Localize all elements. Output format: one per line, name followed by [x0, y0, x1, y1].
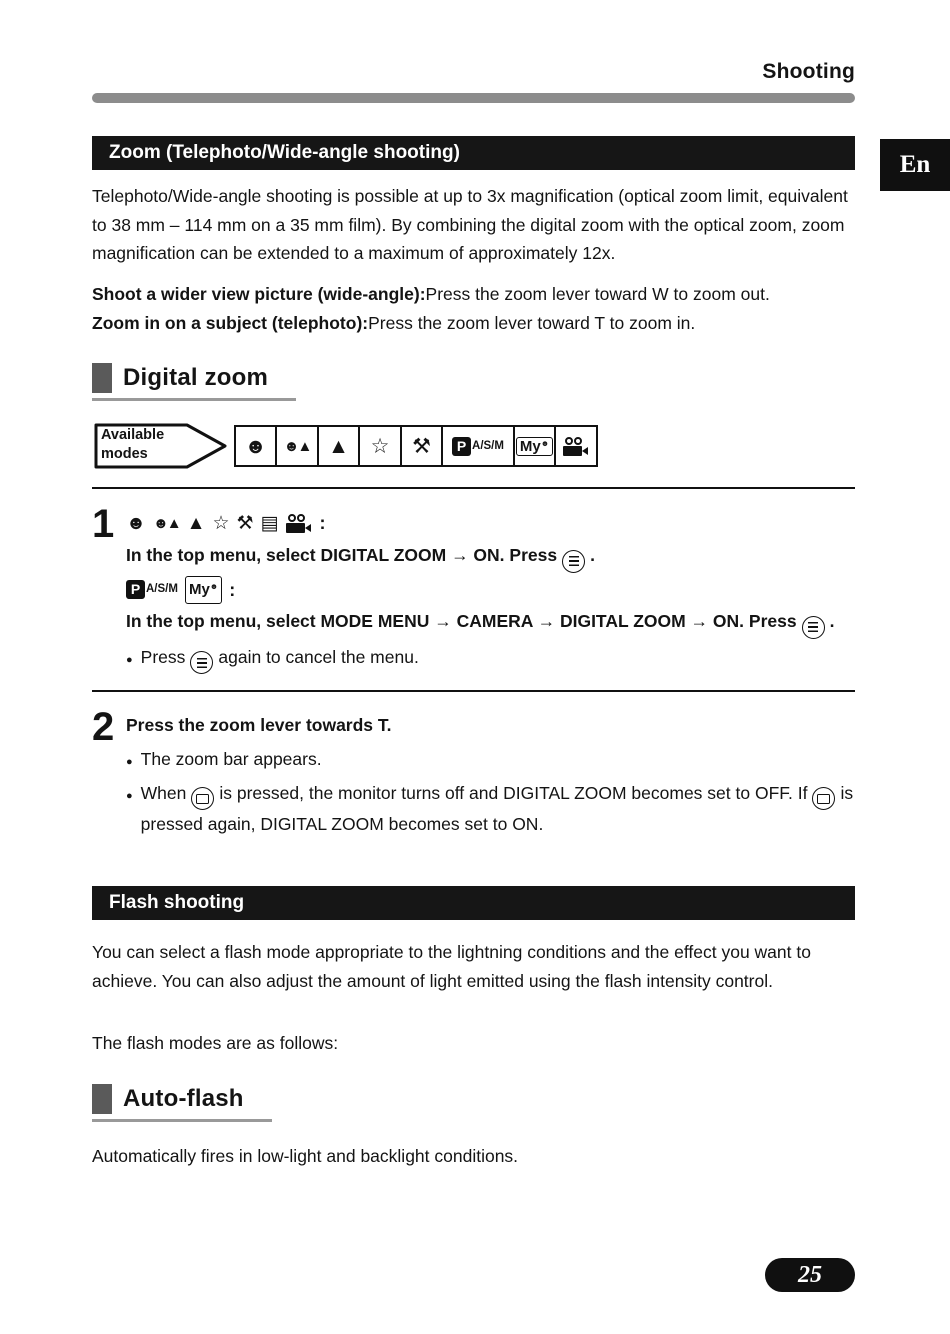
night-scene-mode-icon: ☆: [358, 425, 402, 467]
wide-angle-text: Press the zoom lever toward W to zoom out.: [425, 284, 770, 305]
page-number-badge: 25: [765, 1258, 855, 1292]
step-1-instruction-2: In the top menu, select MODE MENU → CAMERA → DIGITAL ZOOM → ON. Press .: [126, 607, 855, 639]
sports-mode-icon: ⚒: [400, 425, 444, 467]
portrait-landscape-mode-icon: ☻▲: [275, 425, 319, 467]
step-1-mode-icons-line: [126, 575, 855, 606]
pasm-my-icons-group: [126, 576, 229, 604]
step-divider: [92, 487, 855, 489]
flash-intro-paragraph: You can select a flash mode appropriate to the lightning conditions and the effect you want to achieve. You can also adjust the amount of light emitted using the flash intensity control.: [92, 941, 811, 991]
auto-flash-heading-text: Auto-flash: [123, 1084, 244, 1112]
mode-icons-colon: :: [229, 579, 236, 600]
section-bar-flash: [92, 886, 855, 920]
scene-icons-group: [126, 514, 320, 533]
step-2-number: 2: [92, 705, 115, 750]
available-modes-row: [92, 421, 855, 471]
telephoto-note: [92, 309, 855, 338]
step-1-scene-icons-line: [126, 508, 855, 539]
bullet-dot: ●: [126, 755, 133, 768]
self-portrait-mode-icon: ☻: [234, 425, 278, 467]
flash-modes-intro: The flash modes are as follows:: [92, 1033, 339, 1054]
monitor-button-icon: [812, 787, 835, 810]
digital-zoom-heading: [92, 363, 296, 401]
ok-button-icon: [802, 616, 825, 639]
step-2: [92, 706, 855, 840]
portrait-landscape-mode-icon: ☻▲: [153, 515, 180, 533]
landscape-mode-icon: ▲: [186, 513, 206, 535]
language-tab: En: [880, 139, 950, 191]
landscape-mode-icon: ▲: [317, 425, 361, 467]
ok-button-icon: [190, 651, 213, 674]
available-modes-callout: [92, 421, 232, 471]
section-title-zoom: Zoom (Telephoto/Wide-angle shooting): [109, 142, 460, 163]
self-portrait-mode-icon: ☻: [126, 513, 146, 535]
step-1: [92, 503, 855, 674]
bullet-dot: ●: [126, 653, 133, 666]
step-1-instruction-1: In the top menu, select DIGITAL ZOOM → ON. Press .: [126, 541, 855, 573]
my-mode-icon: My☻: [185, 576, 222, 604]
wide-angle-note: [92, 280, 855, 309]
scene-icons-colon: :: [319, 513, 326, 534]
ok-button-icon: [562, 550, 585, 573]
chapter-title: Shooting: [762, 60, 855, 83]
sequence-mode-icon: ▤: [260, 513, 279, 535]
zoom-intro-paragraph: Telephoto/Wide-angle shooting is possible at up to 3x magnification (optical zoom limit, equivalent to 38 mm – 114 mm on a 35 mm film). By combining the digital zoom with the optical zoom, zoom magnification can be extended to a maximum of approximately 12x.: [92, 186, 848, 264]
night-scene-mode-icon: ☆: [212, 513, 230, 535]
heading-accent-block: [92, 363, 112, 393]
step-1-note: ● Press again to cancel the menu.: [126, 643, 855, 675]
auto-flash-text: Automatically fires in low-light and backlight conditions.: [92, 1145, 519, 1166]
monitor-button-icon: [191, 787, 214, 810]
wide-angle-label: Shoot a wider view picture (wide-angle):: [92, 284, 426, 305]
step-2-bullet-1: ● The zoom bar appears.: [126, 745, 855, 775]
available-modes-icon-strip: [236, 425, 598, 467]
digital-zoom-heading-text: Digital zoom: [123, 364, 269, 392]
step-2-title: Press the zoom lever towards T.: [126, 715, 392, 736]
step-2-bullet-2: ● When is pressed, the monitor turns off and DIGITAL ZOOM becomes set to OFF. If is pressed again, DIGITAL ZOOM becomes set to ON.: [126, 779, 855, 840]
telephoto-label: Zoom in on a subject (telephoto):: [92, 312, 369, 333]
bullet-dot: ●: [126, 789, 133, 802]
section-title-flash: Flash shooting: [109, 891, 245, 913]
available-modes-label: Available modes: [101, 427, 165, 462]
p-asm-mode-icon: P A/S/M: [126, 580, 178, 600]
my-mode-icon: My☻: [513, 425, 557, 467]
p-asm-mode-icon: P A/S/M: [441, 425, 515, 467]
step-divider: [92, 690, 855, 692]
heading-accent-block: [92, 1084, 112, 1114]
sports-mode-icon: ⚒: [236, 513, 254, 535]
auto-flash-heading: [92, 1084, 272, 1122]
movie-mode-icon: [286, 514, 313, 533]
header-rule: [92, 93, 855, 103]
telephoto-text: Press the zoom lever toward T to zoom in.: [368, 312, 696, 333]
step-1-number: 1: [92, 502, 115, 547]
movie-mode-icon: [554, 425, 598, 467]
section-bar-zoom: [92, 136, 855, 170]
